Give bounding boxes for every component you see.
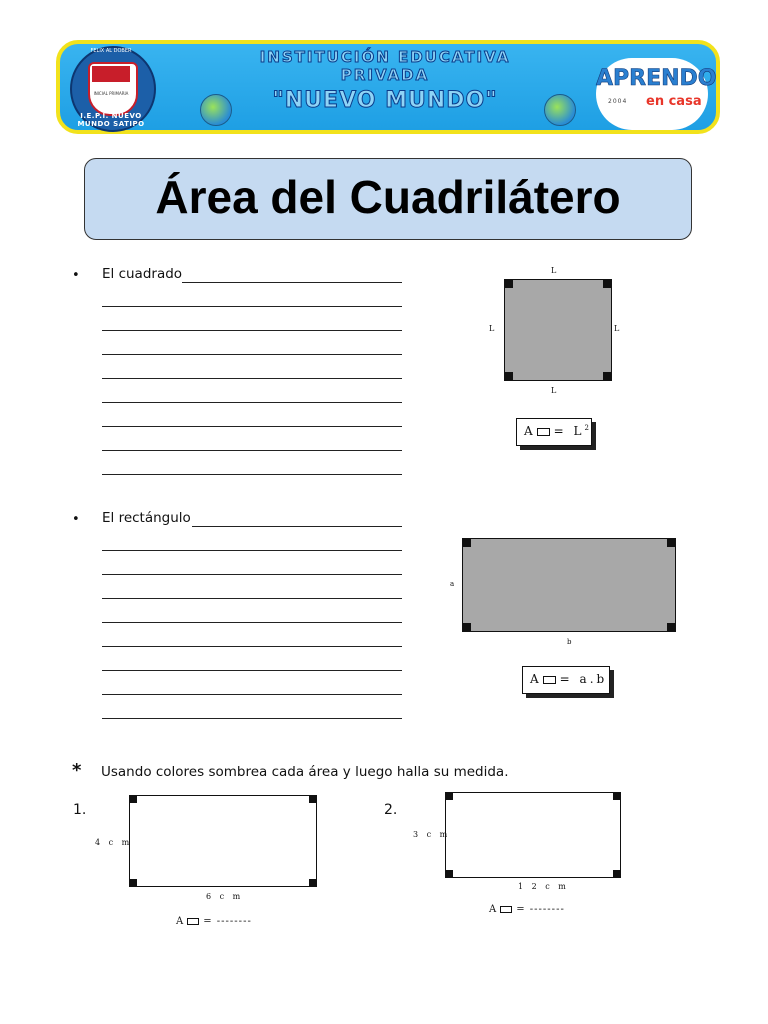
writing-line: [102, 718, 402, 719]
corner-mark: [309, 879, 317, 887]
writing-line: [102, 670, 402, 671]
rectangle-area-icon: [543, 676, 556, 684]
writing-line: [102, 574, 402, 575]
corner-mark: [445, 792, 453, 800]
area-icon: [187, 918, 199, 925]
exercise-number-1: 1.: [73, 802, 87, 818]
corner-mark: [505, 280, 513, 288]
page-title: Área del Cuadrilátero: [155, 171, 621, 223]
exercise-2-height: 3 c m: [413, 830, 451, 839]
square-side-bottom: L: [551, 386, 560, 395]
writing-line: [102, 402, 402, 403]
writing-line: [182, 282, 402, 283]
crest-band: [92, 66, 130, 82]
corner-mark: [613, 792, 621, 800]
writing-line: [102, 450, 402, 451]
writing-line: [102, 694, 402, 695]
bullet-square: •: [72, 268, 80, 283]
bullet-rectangle: •: [72, 512, 80, 527]
exercise-rectangle-1[interactable]: [129, 795, 317, 887]
rectangle-height-label: a: [450, 580, 458, 588]
writing-line: [102, 330, 402, 331]
answer-blank[interactable]: = --------: [203, 916, 252, 927]
writing-line: [102, 378, 402, 379]
exercise-rectangle-2[interactable]: [445, 792, 621, 878]
exercise-2-base: 1 2 c m: [518, 882, 569, 891]
formula-eq: = a.b: [559, 672, 608, 686]
writing-line: [102, 354, 402, 355]
exercise-instruction: Usando colores sombrea cada área y luego halla su medida.: [101, 764, 509, 780]
formula-a: A: [524, 424, 533, 438]
answer-blank[interactable]: = --------: [516, 904, 565, 915]
corner-mark: [463, 623, 471, 631]
logo-main-text: APRENDO: [596, 66, 717, 91]
corner-mark: [463, 539, 471, 547]
writing-line: [102, 426, 402, 427]
rectangle-shape: [462, 538, 676, 632]
corner-mark: [667, 539, 675, 547]
square-label: El cuadrado: [102, 266, 183, 282]
crest-bottom-text: I.E.P.I. NUEVO MUNDO SATIPO: [77, 112, 145, 128]
square-side-right: L: [614, 324, 623, 333]
header-line-1: INSTITUCIÓN EDUCATIVA: [259, 48, 511, 66]
crest-mid-text: INICIAL PRIMARIA: [93, 91, 129, 96]
writing-line: [102, 598, 402, 599]
globe-right-icon: [544, 94, 576, 126]
rectangle-label: El rectángulo: [102, 510, 191, 526]
answer-a: A: [176, 916, 184, 927]
writing-line: [102, 550, 402, 551]
square-shape: [504, 279, 612, 381]
corner-mark: [505, 372, 513, 380]
square-side-left: L: [489, 324, 498, 333]
corner-mark: [445, 870, 453, 878]
corner-mark: [309, 795, 317, 803]
corner-mark: [603, 372, 611, 380]
area-icon: [500, 906, 512, 913]
corner-mark: [603, 280, 611, 288]
logo-small-text: 2004: [608, 98, 628, 105]
rectangle-base-label: b: [567, 638, 575, 646]
writing-line: [102, 474, 402, 475]
header-line-3: "NUEVO MUNDO": [272, 88, 498, 113]
corner-mark: [129, 879, 137, 887]
corner-mark: [613, 870, 621, 878]
square-area-icon: [537, 428, 550, 436]
writing-line: [192, 526, 402, 527]
corner-mark: [129, 795, 137, 803]
writing-line: [102, 306, 402, 307]
header-line-2: PRIVADA: [340, 66, 430, 84]
exercise-1-base: 6 c m: [206, 892, 244, 901]
answer-a: A: [489, 904, 497, 915]
writing-line: [102, 646, 402, 647]
crest-top-text: FELIX AL DOBER: [90, 48, 132, 54]
corner-mark: [667, 623, 675, 631]
exercise-1-height: 4 c m: [95, 838, 133, 847]
formula-eq: = L: [553, 424, 585, 438]
logo-sub-text: en casa: [646, 94, 702, 109]
writing-line: [102, 622, 402, 623]
formula-a: A: [530, 672, 539, 686]
formula-exp: 2: [584, 424, 589, 432]
globe-left-icon: [200, 94, 232, 126]
square-side-top: L: [551, 266, 560, 275]
exercise-number-2: 2.: [384, 802, 398, 818]
star-marker: *: [72, 760, 82, 781]
